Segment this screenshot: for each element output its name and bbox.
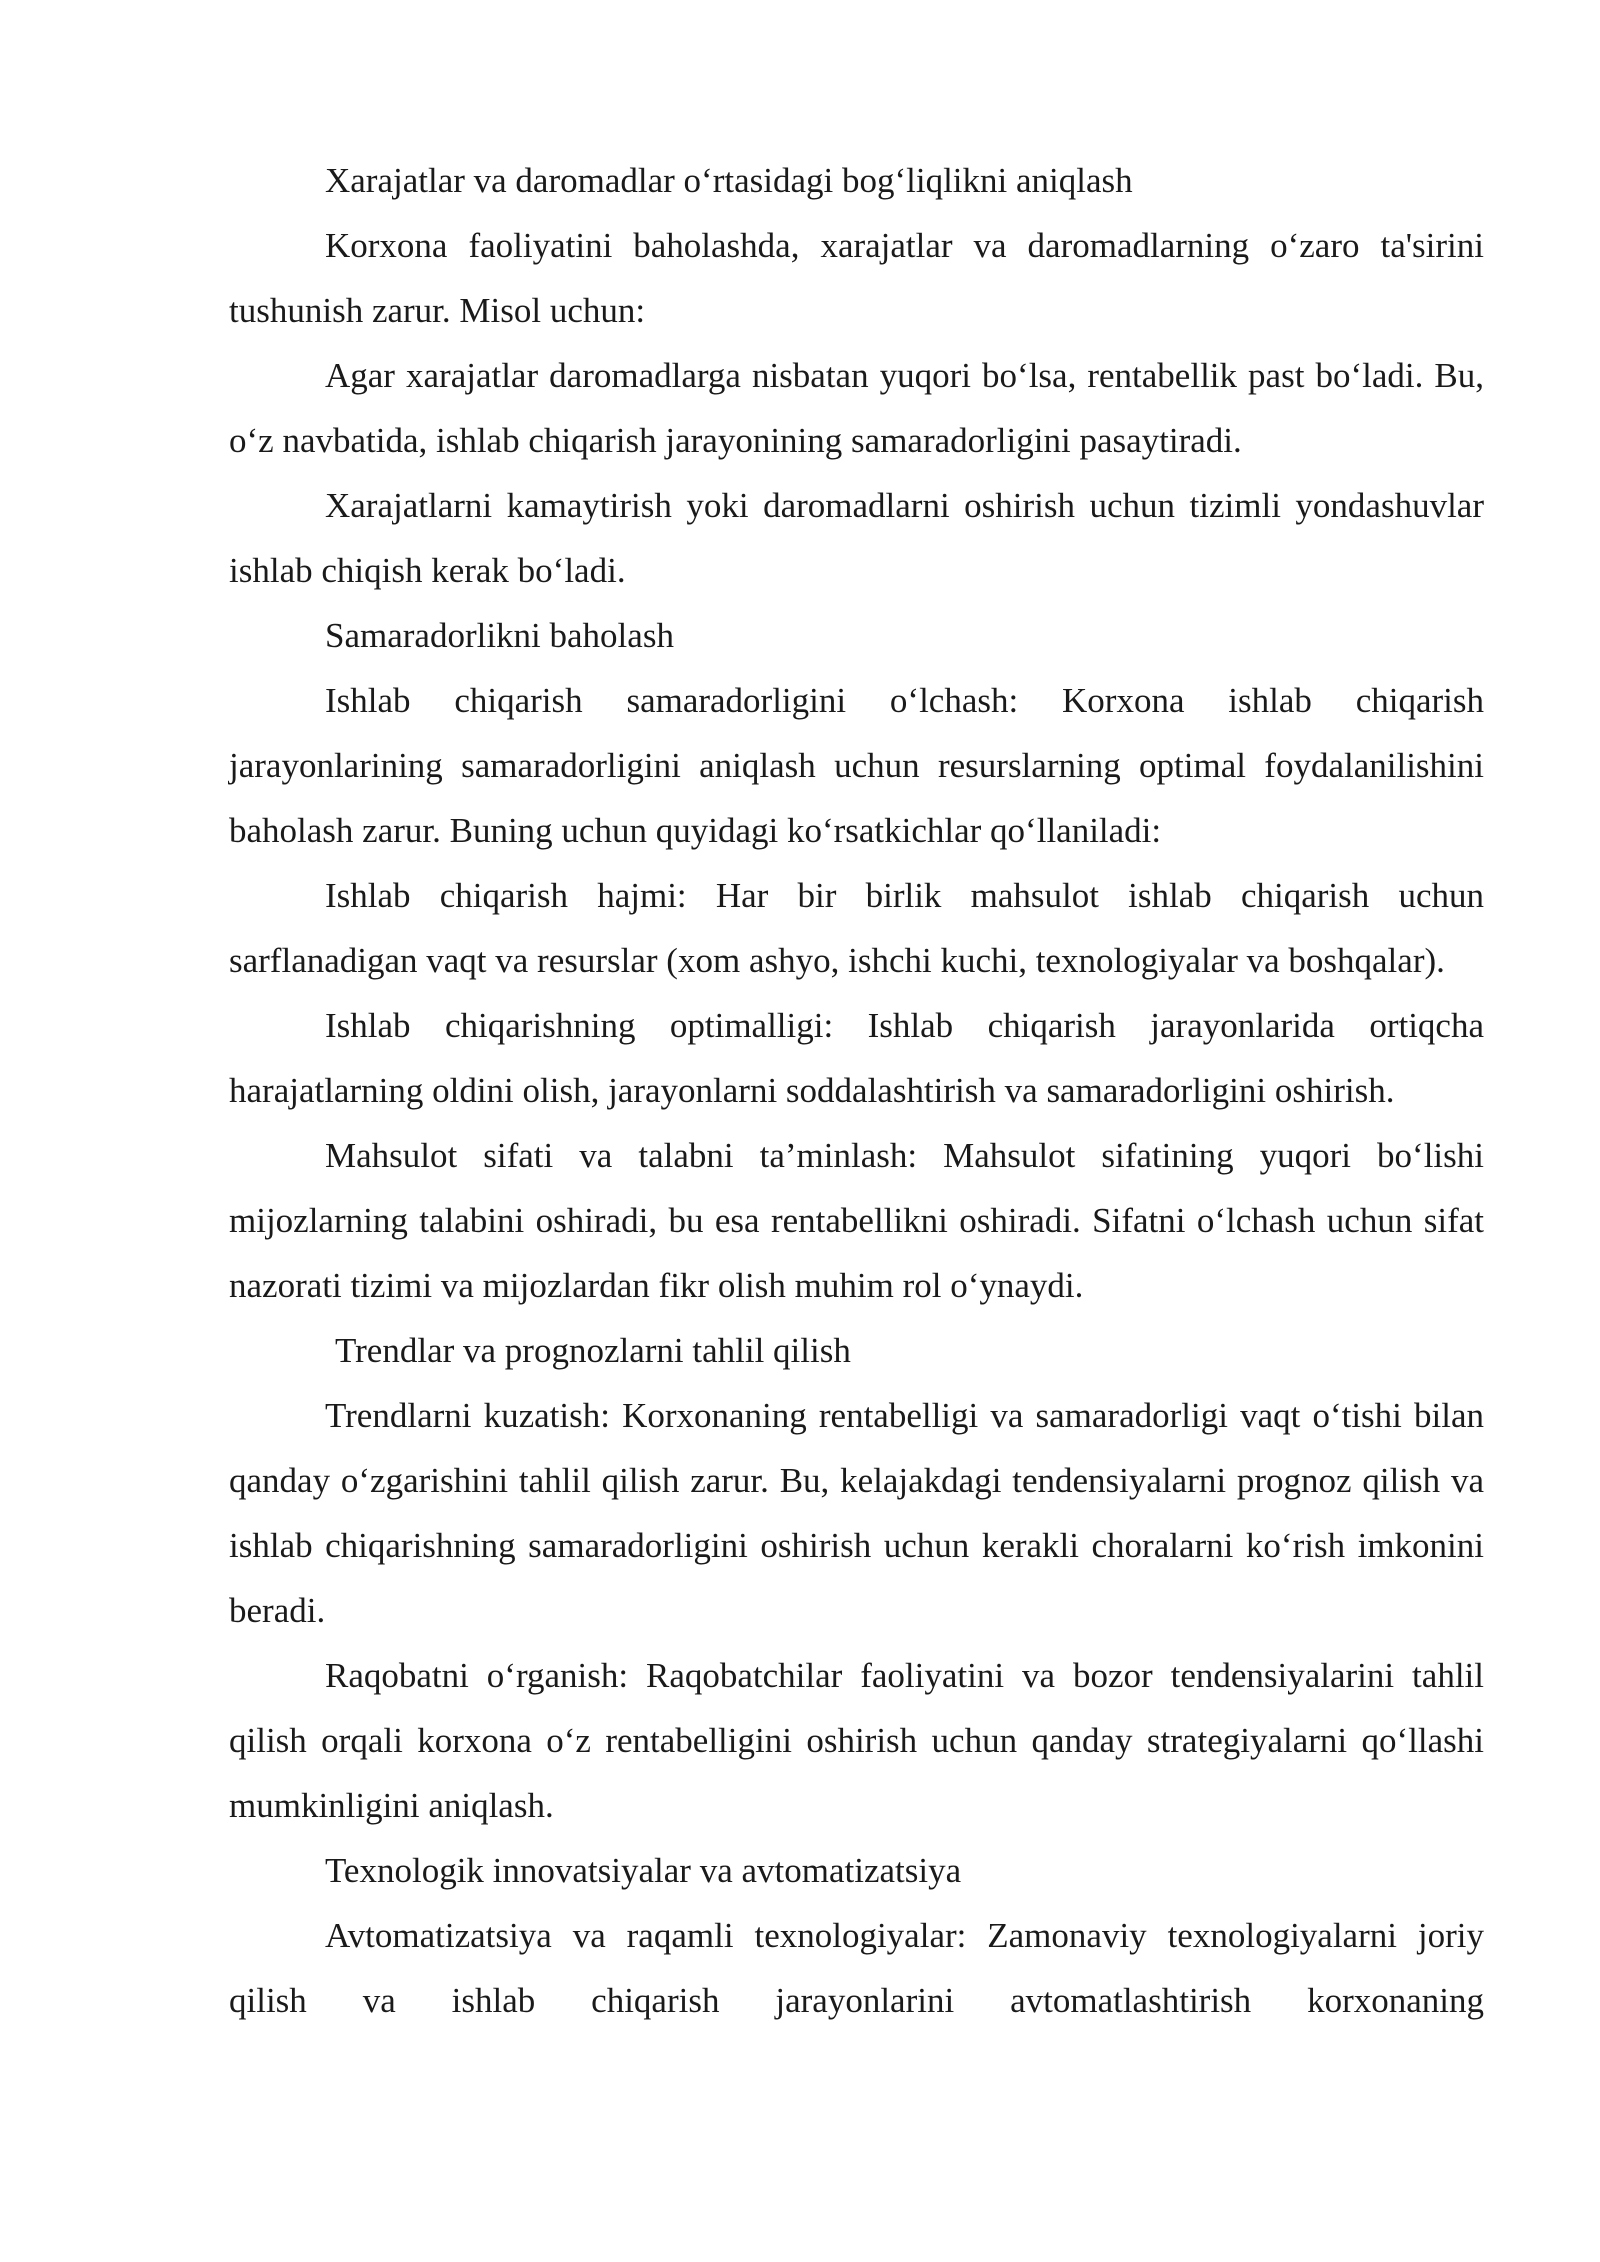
document-body xyxy=(229,148,1484,2033)
section-heading-trends: Trendlar va prognozlarni tahlil qilish xyxy=(335,1331,851,1370)
paragraph: Avtomatizatsiya va raqamli texnologiyalar: Zamonaviy texnologiyalarni joriy qilish va ishlab chiqarish jarayonlarini avtomatlashtirish korxonaning xyxy=(229,1916,1484,2020)
paragraph: Xarajatlarni kamaytirish yoki daromadlarni oshirish uchun tizimli yondashuvlar ishlab chiqish kerak bo‘ladi. xyxy=(229,486,1484,590)
paragraph: Agar xarajatlar daromadlarga nisbatan yuqori bo‘lsa, rentabellik past bo‘ladi. Bu, o‘z navbatida, ishlab chiqarish jarayonining samaradorligini pasaytiradi. xyxy=(229,356,1484,460)
section-heading-technology: Texnologik innovatsiyalar va avtomatizatsiya xyxy=(325,1851,962,1890)
paragraph: Ishlab chiqarishning optimalligi: Ishlab chiqarish jarayonlarida ortiqcha harajatlarning oldini olish, jarayonlarni soddalashtirish va samaradorligini oshirish. xyxy=(229,1006,1484,1110)
paragraph: Ishlab chiqarish samaradorligini o‘lchash: Korxona ishlab chiqarish jarayonlarining samaradorligini aniqlash uchun resurslarning optimal foydalanilishini baholash zarur. Buning uchun quyidagi ko‘rsatkichlar qo‘llaniladi: xyxy=(229,681,1484,850)
paragraph: Mahsulot sifati va talabni ta’minlash: Mahsulot sifatining yuqori bo‘lishi mijozlarning talabini oshiradi, bu esa rentabellikni oshiradi. Sifatni o‘lchash uchun sifat nazorati tizimi va mijozlardan fikr olish muhim rol o‘ynaydi. xyxy=(229,1136,1484,1305)
paragraph: Trendlarni kuzatish: Korxonaning rentabelligi va samaradorligi vaqt o‘tishi bilan qanday o‘zgarishini tahlil qilish zarur. Bu, kelajakdagi tendensiyalarni prognoz qilish va ishlab chiqarishning samaradorligini oshirish uchun kerakli choralarni ko‘rish imkonini beradi. xyxy=(229,1396,1484,1630)
paragraph: Korxona faoliyatini baholashda, xarajatlar va daromadlarning o‘zaro ta'sirini tushunish zarur. Misol uchun: xyxy=(229,226,1484,330)
paragraph: Raqobatni o‘rganish: Raqobatchilar faoliyatini va bozor tendensiyalarini tahlil qilish orqali korxona o‘z rentabelligini oshirish uchun qanday strategiyalarni qo‘llashi mumkinligini aniqlash. xyxy=(229,1656,1484,1825)
paragraph: Ishlab chiqarish hajmi: Har bir birlik mahsulot ishlab chiqarish uchun sarflanadigan vaqt va resurslar (xom ashyo, ishchi kuchi, texnologiyalar va boshqalar). xyxy=(229,876,1484,980)
section-heading-costs-revenue: Xarajatlar va daromadlar o‘rtasidagi bog‘liqlikni aniqlash xyxy=(325,161,1133,200)
section-heading-efficiency: Samaradorlikni baholash xyxy=(325,616,674,655)
